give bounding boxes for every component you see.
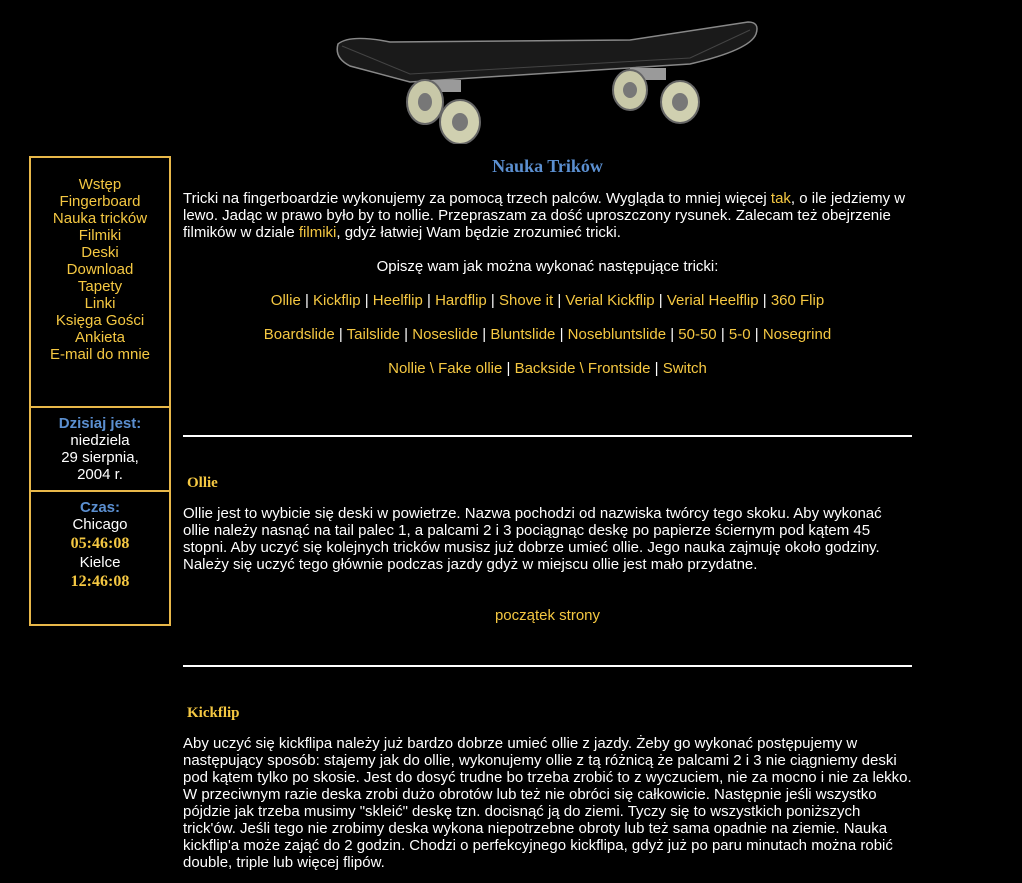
nav-link-email[interactable]: E-mail do mnie bbox=[49, 346, 151, 363]
link-separator: | bbox=[758, 292, 771, 309]
link-separator: | bbox=[555, 326, 568, 343]
date-box bbox=[31, 406, 169, 497]
trick-link-noseslide[interactable]: Noseslide bbox=[412, 326, 479, 343]
nav-link-ksiega-gosci[interactable]: Księga Gości bbox=[55, 312, 145, 329]
kickflip-paragraph: Aby uczyć się kickflipa należy już bardzo dobrze umieć ollie z jazdy. Żeby go wykonać postępujemy w następujący sposób: stajemy jak do ollie, wykonujemy ollie z tą różnicą że palcami 2 i 3 nie ciągniemy deski pod kątem tylko po skosie. Jest do dosyć trudne bo trzeba zrobić to z wyczuciem, nie za mocno i nie za lekko. W przeciwnym razie deska zrobi dużo obrotów lub też nie obróci się całkowicie. Następnie jeśli wszystko pójdzie jak trzeba musimy "skleić" deskę tzn. docisnąć ją do ziemi. Tyczy się to wszystkich poniższych trick'ów. Jeśli tego nie zrobimy deska wykona niepotrzebne obroty lub też sama opadnie na ziemie. Nauka kickflip'a może zająć do 2 godzin. Chodzi o perfekcyjnego kickflipa, gdyż już po paru minutach można robić double, triple lub więcej flipów. bbox=[183, 735, 912, 871]
intro-text-2: , o ile jedziemy w lewo. Jadąc w prawo było by to nollie. Przepraszam za dość uproszczony rysunek. Zalecam też obejrzenie filmików w dziale bbox=[183, 190, 906, 241]
link-separator: | bbox=[502, 360, 515, 377]
link-separator: | bbox=[750, 326, 763, 343]
link-separator: | bbox=[716, 326, 729, 343]
section-title-ollie: Ollie bbox=[187, 475, 218, 491]
trick-link-verial-kickflip[interactable]: Verial Kickflip bbox=[565, 292, 655, 309]
city-chicago: Chicago bbox=[72, 516, 128, 533]
trick-link-hardflip[interactable]: Hardflip bbox=[435, 292, 487, 309]
nav-link-deski[interactable]: Deski bbox=[81, 244, 119, 261]
top-link-wrapper bbox=[183, 607, 912, 624]
nav-link-linki[interactable]: Linki bbox=[84, 295, 116, 312]
date-label: Dzisiaj jest: bbox=[58, 415, 142, 432]
nav-link-fingerboard[interactable]: Fingerboard bbox=[59, 193, 141, 210]
nav-link-filmiki[interactable]: Filmiki bbox=[78, 227, 122, 244]
trick-link-nollie-fake-ollie[interactable]: Nollie \ Fake ollie bbox=[388, 360, 503, 377]
back-to-top-link[interactable]: początek strony bbox=[494, 607, 601, 624]
nav-link-download[interactable]: Download bbox=[66, 261, 134, 278]
trick-link-heelflip[interactable]: Heelflip bbox=[372, 292, 423, 309]
intro-text-1: Tricki na fingerboardzie wykonujemy za pomocą trzech palców. Wygląda to mniej więcej bbox=[183, 190, 771, 207]
city-kielce: Kielce bbox=[79, 554, 121, 571]
link-separator: | bbox=[360, 292, 373, 309]
intro-link-filmiki[interactable]: filmiki bbox=[298, 224, 337, 241]
intro-link-tak[interactable]: tak bbox=[770, 190, 791, 207]
main-content bbox=[183, 154, 912, 871]
trick-link-nosegrind[interactable]: Nosegrind bbox=[762, 326, 832, 343]
trick-link-switch[interactable]: Switch bbox=[662, 360, 707, 377]
section-divider bbox=[183, 665, 912, 667]
link-separator: | bbox=[422, 292, 436, 309]
page-title: Nauka Trików bbox=[492, 156, 603, 176]
intro-text-3: , gdyż łatwiej Wam będzie zrozumieć tricki. bbox=[336, 224, 621, 241]
link-separator: | bbox=[300, 292, 314, 309]
trick-link-ollie[interactable]: Ollie bbox=[270, 292, 301, 309]
nav-link-tapety[interactable]: Tapety bbox=[77, 278, 123, 295]
trick-link-verial-heelflip[interactable]: Verial Heelflip bbox=[666, 292, 759, 309]
date-year: 2004 r. bbox=[77, 466, 123, 483]
trick-link-50-50[interactable]: 50-50 bbox=[678, 326, 717, 343]
skateboard-banner-image bbox=[330, 14, 760, 144]
link-separator: | bbox=[400, 326, 413, 343]
date-weekday: niedziela bbox=[70, 432, 130, 449]
section-title-kickflip: Kickflip bbox=[187, 705, 240, 721]
intro-paragraph bbox=[183, 190, 912, 241]
trick-links-row-2 bbox=[183, 326, 912, 343]
nav-link-wstep[interactable]: Wstęp bbox=[78, 176, 122, 193]
clock-chicago: 05:46:08 bbox=[70, 535, 130, 552]
describe-text: Opiszę wam jak można wykonać następujące tricki: bbox=[376, 258, 719, 275]
time-label: Czas: bbox=[79, 499, 120, 516]
trick-link-360-flip[interactable]: 360 Flip bbox=[770, 292, 825, 309]
link-separator: | bbox=[650, 360, 663, 377]
link-separator: | bbox=[666, 326, 679, 343]
trick-links-row-1 bbox=[183, 292, 912, 309]
trick-link-5-0[interactable]: 5-0 bbox=[728, 326, 751, 343]
trick-link-nosebluntslide[interactable]: Nosebluntslide bbox=[567, 326, 667, 343]
date-day-month: 29 sierpnia, bbox=[61, 449, 139, 466]
trick-link-shove-it[interactable]: Shove it bbox=[498, 292, 554, 309]
trick-link-tailslide[interactable]: Tailslide bbox=[346, 326, 401, 343]
link-separator: | bbox=[553, 292, 566, 309]
trick-link-backside-frontside[interactable]: Backside \ Frontside bbox=[514, 360, 651, 377]
trick-link-bluntslide[interactable]: Bluntslide bbox=[490, 326, 556, 343]
ollie-paragraph: Ollie jest to wybicie się deski w powietrze. Nazwa pochodzi od nazwiska twórcy tego skoku. Aby wykonać ollie należy nasnąć na tail palec 1, a palcami 2 i 3 pociągnąc deskę po papierze ściernym pod kątem 45 stopni. Aby uczyć się kolejnych tricków musisz już dobrze umieć ollie. Jego nauka zajmuję około godziny. Należy się uczyć tego głównie podczas jazdy gdyż w miejscu ollie jest mało przydatne. bbox=[183, 505, 882, 573]
sidebar-nav bbox=[31, 176, 169, 363]
nav-link-ankieta[interactable]: Ankieta bbox=[74, 329, 126, 346]
section-divider bbox=[183, 435, 912, 437]
link-separator: | bbox=[478, 326, 491, 343]
time-box bbox=[31, 490, 169, 633]
trick-link-boardslide[interactable]: Boardslide bbox=[263, 326, 335, 343]
link-separator: | bbox=[654, 292, 667, 309]
link-separator: | bbox=[486, 292, 499, 309]
trick-link-kickflip[interactable]: Kickflip bbox=[313, 292, 361, 309]
sidebar bbox=[29, 156, 171, 626]
nav-link-nauka-trickow[interactable]: Nauka tricków bbox=[52, 210, 148, 227]
link-separator: | bbox=[334, 326, 347, 343]
trick-links-row-3 bbox=[183, 360, 912, 377]
clock-kielce: 12:46:08 bbox=[70, 573, 130, 590]
